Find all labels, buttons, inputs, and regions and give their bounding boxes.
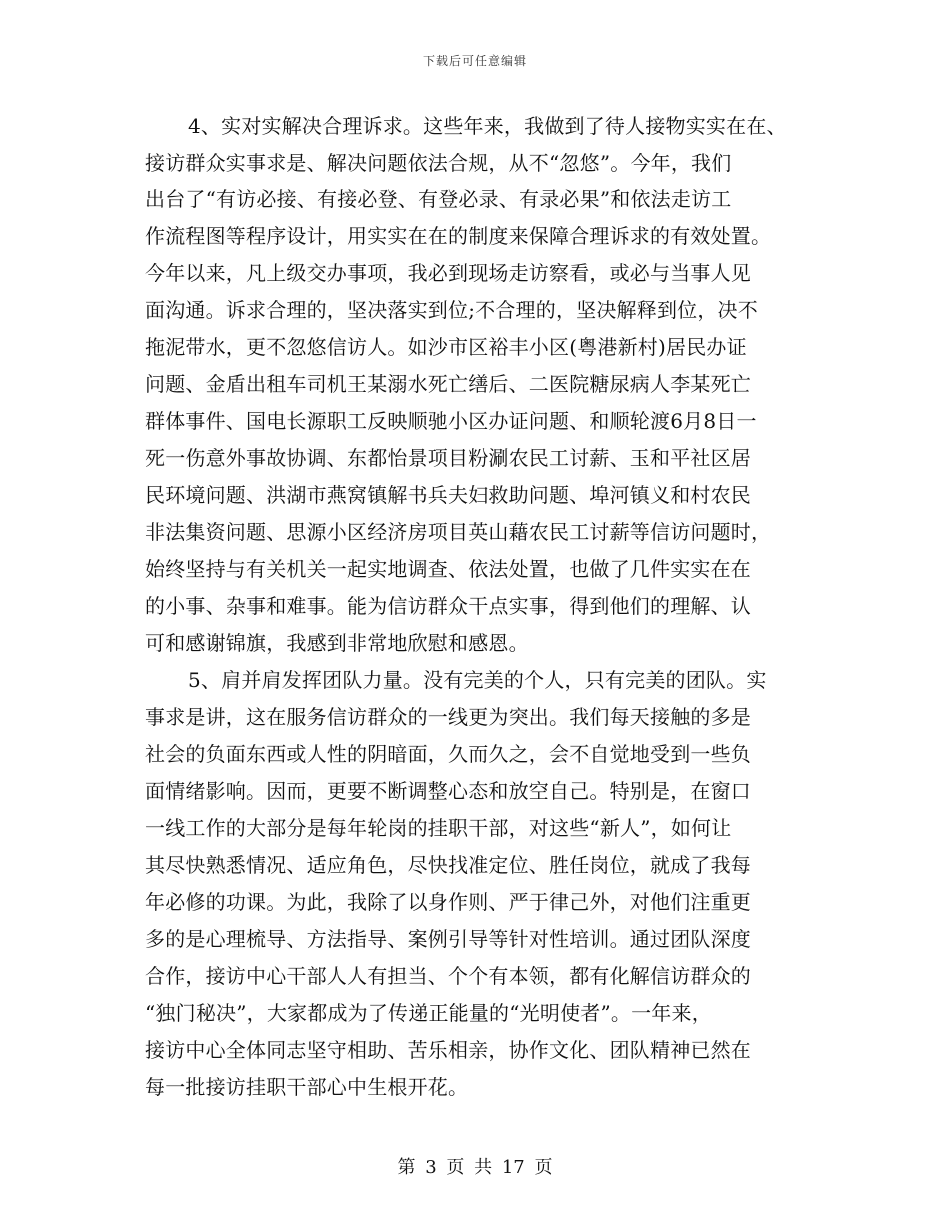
- paragraph-4-line-11: 民环境问题、洪湖市燕窝镇解书兵夫妇救助问题、埠河镇义和村农民: [145, 483, 751, 507]
- paragraph-4-line-8: 问题、金盾出租车司机王某溺水死亡缮后、二医院糖尿病人李某死亡: [145, 372, 751, 396]
- paragraph-5-line-11: 接访中心全体同志坚守相助、苦乐相亲，协作文化、团队精神已然在: [145, 1038, 751, 1062]
- paragraph-5-line-10: “独门秘决”，大家都成为了传递正能量的“光明使者”。一年来，: [145, 1001, 712, 1025]
- paragraph-4-line-3: 出台了“有访必接、有接必登、有登必录、有录必果”和依法走访工: [145, 187, 732, 211]
- paragraph-4-line-7: 拖泥带水，更不忽悠信访人。如沙市区裕丰小区(粤港新村)居民办证: [145, 335, 747, 359]
- page-number-footer: 第 3 页 共 17 页: [397, 1157, 553, 1178]
- paragraph-4-line-2: 接访群众实事求是、解决问题依法合规，从不“忽悠”。今年，我们: [145, 151, 732, 175]
- page-header-note: 下载后可任意编辑: [422, 54, 527, 68]
- paragraph-5-line-9: 合作，接访中心干部人人有担当、个个有本领，都有化解信访群众的: [145, 964, 751, 988]
- paragraph-5-line-5: 一线工作的大部分是每年轮岗的挂职干部，对这些“新人”，如何让: [145, 816, 732, 840]
- paragraph-5-line-6: 其尽快熟悉情况、适应角色，尽快找准定位、胜任岗位，就成了我每: [145, 853, 751, 877]
- paragraph-4-line-15: 可和感谢锦旗，我感到非常地欣慰和感恩。: [145, 631, 529, 655]
- paragraph-4-line-9: 群体事件、国电长源职工反映顺驰小区办证问题、和顺轮渡6月8日一: [145, 409, 757, 433]
- paragraph-4-line-1: 4、实对实解决合理诉求。这些年来，我做到了待人接物实实在在、: [188, 114, 787, 138]
- paragraph-5-line-4: 面情绪影响。因而，更要不断调整心态和放空自己。特别是，在窗口: [145, 779, 751, 803]
- paragraph-5-line-12: 每一批接访挂职干部心中生根开花。: [145, 1075, 469, 1099]
- paragraph-4-line-12: 非法集资问题、思源小区经济房项目英山藉农民工讨薪等信访问题时，: [145, 520, 772, 544]
- paragraph-4-line-14: 的小事、杂事和难事。能为信访群众干点实事，得到他们的理解、认: [145, 594, 751, 618]
- paragraph-5-line-3: 社会的负面东西或人性的阴暗面，久而久之，会不自觉地受到一些负: [145, 742, 751, 766]
- paragraph-4-line-5: 今年以来，凡上级交办事项，我必到现场走访察看，或必与当事人见: [145, 261, 751, 285]
- paragraph-4-line-10: 死一伤意外事故协调、东都怡景项目粉涮农民工讨薪、玉和平社区居: [145, 446, 751, 470]
- paragraph-5-line-8: 多的是心理梳导、方法指导、案例引导等针对性培训。通过团队深度: [145, 927, 751, 951]
- paragraph-4-line-6: 面沟通。诉求合理的，坚决落实到位;不合理的，坚决解释到位，决不: [145, 298, 758, 322]
- paragraph-4-line-13: 始终坚持与有关机关一起实地调查、依法处置，也做了几件实实在在: [145, 557, 751, 581]
- paragraph-4-line-4: 作流程图等程序设计，用实实在在的制度来保障合理诉求的有效处置。: [145, 224, 772, 248]
- paragraph-5-line-2: 事求是讲，这在服务信访群众的一线更为突出。我们每天接触的多是: [145, 705, 751, 729]
- paragraph-5-line-7: 年必修的功课。为此，我除了以身作则、严于律己外，对他们注重更: [145, 890, 751, 914]
- paragraph-5-line-1: 5、肩并肩发挥团队力量。没有完美的个人，只有完美的团队。实: [188, 668, 767, 692]
